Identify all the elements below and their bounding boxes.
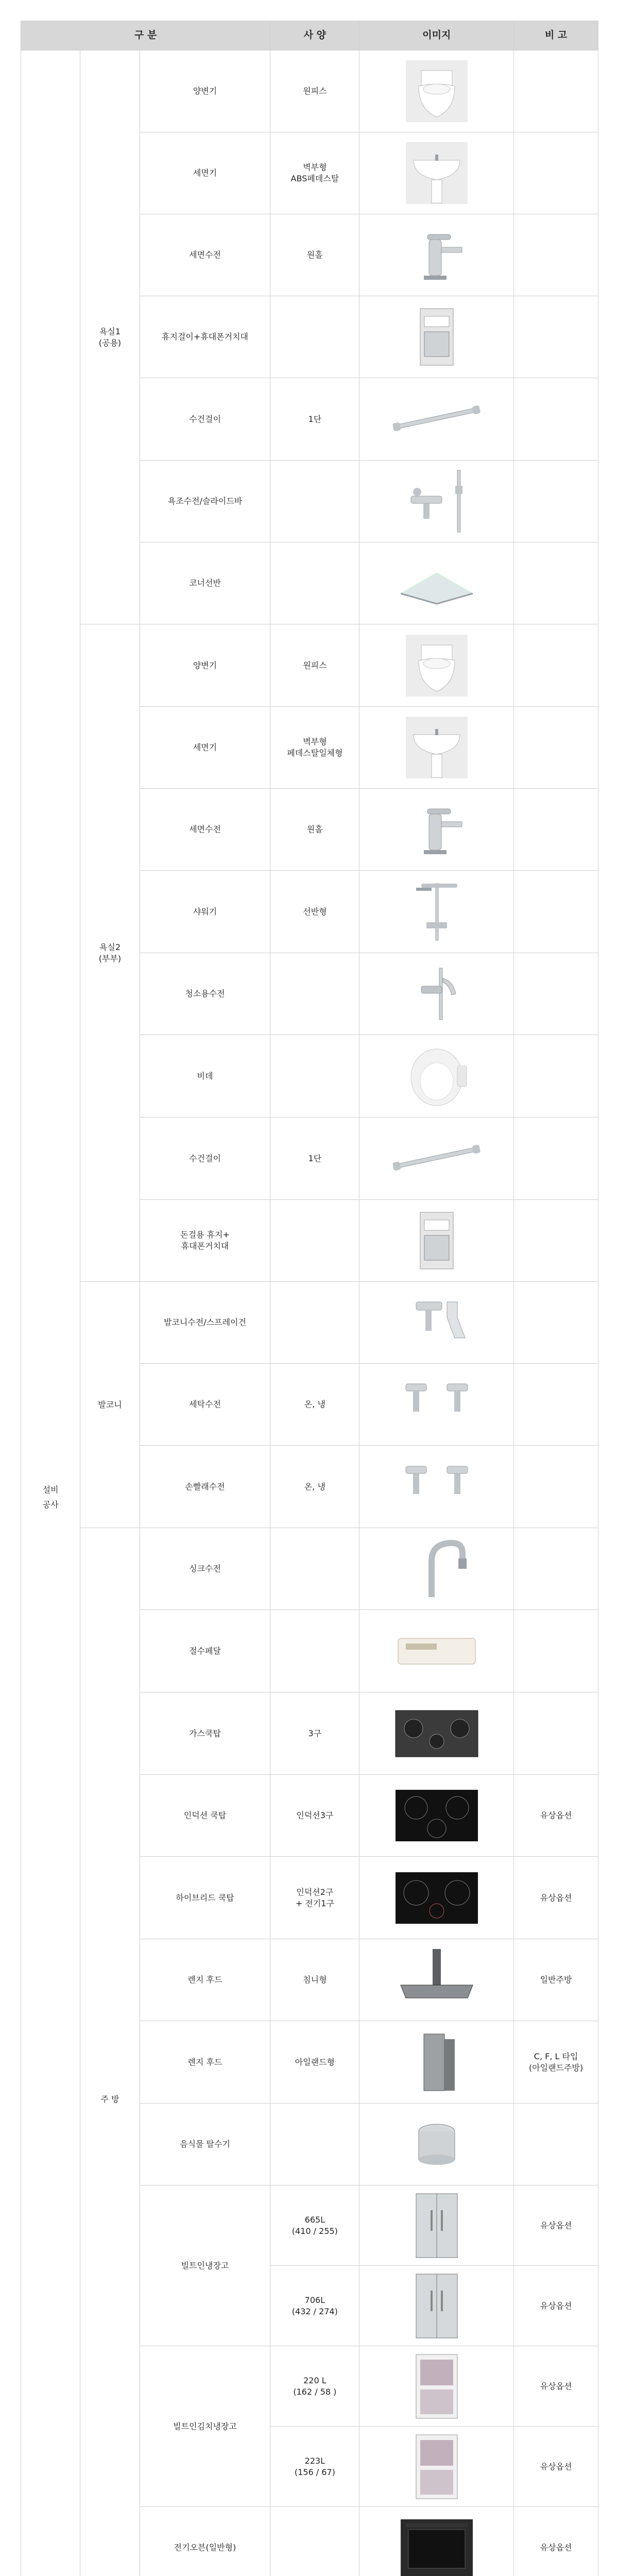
item-spec: 220 L (162 / 58 ) [270,2346,359,2427]
item-spec: 원피스 [270,624,359,707]
item-name: 렌지 후드 [140,2021,270,2104]
item-note [514,624,598,707]
item-image [359,1035,514,1117]
header-image: 이미지 [359,21,514,50]
item-note: 유상옵션 [514,2507,598,2576]
paper-holder-icon [359,301,513,373]
item-image [359,1528,514,1610]
item-note [514,378,598,461]
item-note [514,1692,598,1775]
room-label: 주 방 [100,2094,119,2105]
wash-basin-icon [359,137,513,209]
item-spec: 원홀 [270,214,359,296]
item-spec: 온, 냉 [270,1364,359,1446]
room-bath1 [80,50,140,624]
item-spec: 침니형 [270,1939,359,2021]
item-spec [270,1610,359,1692]
item-name: 수건걸이 [140,378,270,461]
item-note: C, F, L 타입 (아일랜드주방) [514,2021,598,2104]
item-name: 양변기 [140,624,270,707]
water-saving-pedal-icon [359,1615,513,1687]
item-spec: 벽부형 페데스탈일체형 [270,707,359,789]
item-image [359,2021,514,2104]
item-spec: 1단 [270,378,359,461]
item-name: 손빨래수전 [140,1446,270,1528]
item-name: 렌지 후드 [140,1939,270,2021]
item-note [514,871,598,953]
item-note [514,543,598,624]
item-spec [270,296,359,378]
chimney-hood-icon [359,1944,513,2016]
item-note: 유상옵션 [514,2266,598,2346]
laundry-faucet-icon [359,1368,513,1440]
item-image [359,871,514,953]
item-note [514,789,598,871]
table-row [21,1282,598,1364]
item-spec: 아일랜드형 [270,2021,359,2104]
item-image [359,50,514,132]
header-spec: 사 양 [270,21,359,50]
item-note: 일반주방 [514,1939,598,2021]
item-note [514,1035,598,1117]
item-name: 발코니수전/스프레이건 [140,1282,270,1364]
item-note [514,1200,598,1282]
item-note [514,132,598,214]
item-image [359,1610,514,1692]
item-name: 인덕션 쿡탑 [140,1775,270,1857]
fridge-icon [359,2190,513,2262]
item-image [359,1939,514,2021]
bath-faucet-slide-bar-icon [359,465,513,537]
item-image [359,2427,514,2507]
kimchi-fridge-icon [359,2350,513,2422]
item-spec [270,543,359,624]
cleaning-faucet-icon [359,958,513,1030]
item-image [359,789,514,871]
item-name: 청소용수전 [140,953,270,1035]
item-name: 전기오븐(일반형) [140,2507,270,2576]
item-name: 하이브리드 쿡탑 [140,1857,270,1939]
item-note [514,1610,598,1692]
item-name: 비데 [140,1035,270,1117]
item-image [359,461,514,543]
kimchi-fridge-icon [359,2431,513,2503]
item-spec: 665L (410 / 255) [270,2185,359,2266]
item-note: 유상옵션 [514,1775,598,1857]
hybrid-cooktop-icon [359,1862,513,1934]
room-label: 발코니 [98,1399,122,1410]
item-name: 가스쿡탑 [140,1692,270,1775]
item-image [359,378,514,461]
item-note [514,1364,598,1446]
item-spec: 인덕션2구 + 전기1구 [270,1857,359,1939]
towel-bar-icon [359,383,513,455]
table-row [21,50,598,132]
item-spec: 온, 냉 [270,1446,359,1528]
gas-cooktop-icon [359,1698,513,1770]
item-name: 세탁수전 [140,1364,270,1446]
wash-basin-icon [359,711,513,784]
item-image [359,1364,514,1446]
item-note [514,1117,598,1200]
item-spec [270,953,359,1035]
item-image [359,1692,514,1775]
oven-icon [359,2512,513,2576]
item-spec [270,1528,359,1610]
item-name: 코너선반 [140,543,270,624]
item-note [514,1528,598,1610]
category-main-label: 설비공사 [42,1485,59,1510]
item-image [359,2346,514,2427]
item-image [359,2104,514,2185]
item-name: 세면수전 [140,214,270,296]
item-spec: 706L (432 / 274) [270,2266,359,2346]
corner-shelf-icon [359,547,513,619]
item-spec: 1단 [270,1117,359,1200]
table-row [21,624,598,707]
item-image [359,2185,514,2266]
item-spec: 223L (156 / 67) [270,2427,359,2507]
item-note: 유상옵션 [514,2427,598,2507]
item-note [514,953,598,1035]
item-image [359,953,514,1035]
item-note [514,707,598,789]
item-name: 욕조수전/슬라이드바 [140,461,270,543]
item-name: 휴지걸이+휴대폰거치대 [140,296,270,378]
item-image [359,1446,514,1528]
item-note [514,296,598,378]
bidet-icon [359,1040,513,1112]
item-name: 절수페달 [140,1610,270,1692]
food-dehydrator-icon [359,2108,513,2180]
item-name: 음식물 탈수기 [140,2104,270,2185]
item-image [359,1117,514,1200]
spray-gun-faucet-icon [359,1286,513,1359]
paper-holder-icon [359,1205,513,1277]
item-name: 빌트인김치냉장고 [140,2346,270,2507]
item-note [514,1446,598,1528]
item-note [514,214,598,296]
table-header-row [21,21,598,50]
item-note: 유상옵션 [514,2346,598,2427]
item-spec [270,461,359,543]
laundry-faucet-icon [359,1451,513,1523]
item-name: 세면기 [140,707,270,789]
item-name: 싱크수전 [140,1528,270,1610]
item-name: 샤워기 [140,871,270,953]
item-image [359,1857,514,1939]
item-spec: 선반형 [270,871,359,953]
room-label: 욕실1 (공용) [98,326,122,348]
island-hood-icon [359,2026,513,2098]
toilet-icon [359,630,513,702]
table-row [21,1528,598,1610]
basin-faucet-icon [359,793,513,866]
towel-bar-icon [359,1123,513,1195]
header-category: 구 분 [21,21,270,50]
item-spec [270,2104,359,2185]
item-image [359,1282,514,1364]
item-name: 돈걸용 휴지+ 휴대폰거치대 [140,1200,270,1282]
sink-faucet-icon [359,1533,513,1605]
item-note [514,2104,598,2185]
basin-faucet-icon [359,219,513,291]
shower-icon [359,876,513,948]
item-image [359,2266,514,2346]
item-image [359,214,514,296]
room-kitchen [80,1528,140,2576]
item-name: 수건걸이 [140,1117,270,1200]
category-main [21,50,80,2576]
item-image [359,132,514,214]
item-spec [270,1035,359,1117]
item-image [359,1200,514,1282]
item-image [359,707,514,789]
item-name: 양변기 [140,50,270,132]
item-image [359,624,514,707]
item-note: 유상옵션 [514,2185,598,2266]
room-balcony [80,1282,140,1528]
induction-cooktop-icon [359,1780,513,1852]
room-bath2 [80,624,140,1282]
item-image [359,2507,514,2576]
item-spec: 원홀 [270,789,359,871]
item-spec [270,2507,359,2576]
toilet-icon [359,55,513,127]
item-spec [270,1282,359,1364]
item-spec [270,1200,359,1282]
item-spec: 원피스 [270,50,359,132]
item-spec: 인덕션3구 [270,1775,359,1857]
item-spec: 벽부형 ABS페데스탈 [270,132,359,214]
item-note [514,461,598,543]
item-note [514,50,598,132]
item-spec: 3구 [270,1692,359,1775]
item-image [359,543,514,624]
item-name: 빌트인냉장고 [140,2185,270,2346]
item-name: 세면기 [140,132,270,214]
spec-table [21,21,598,2576]
room-label: 욕실2 (부부) [98,942,122,963]
item-image [359,296,514,378]
item-note [514,1282,598,1364]
item-name: 세면수전 [140,789,270,871]
fridge-icon [359,2270,513,2342]
item-note: 유상옵션 [514,1857,598,1939]
header-note: 비 고 [514,21,598,50]
item-image [359,1775,514,1857]
